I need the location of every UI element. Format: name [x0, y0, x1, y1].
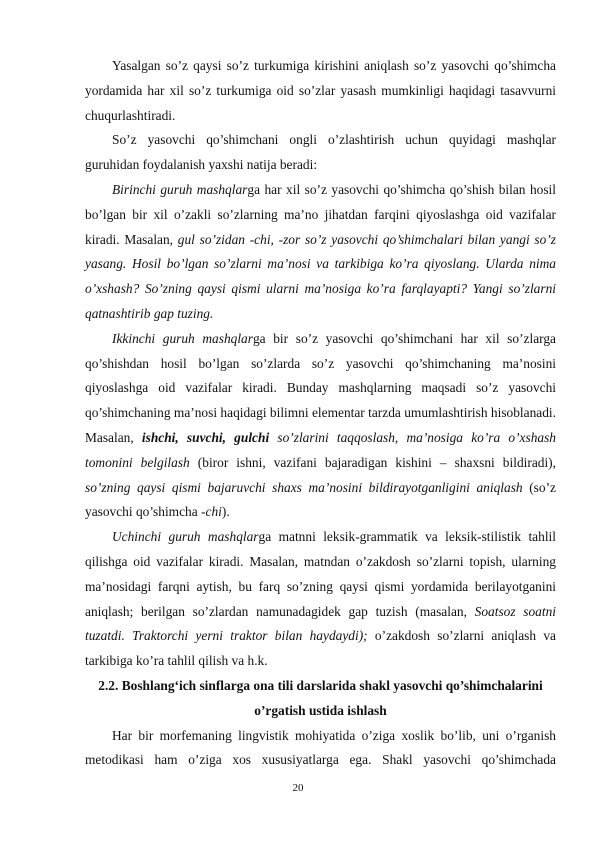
text-run: Yasalgan so’z qaysi so’z turkumiga kirishini aniqlash so’z yasovchi qo’shimcha yordamida har xil so’z turkumiga oid so’zlar yasash mumkinligi haqidagi tasavvurni chuqurlashtiradi.: [85, 58, 556, 123]
paragraph: [85, 128, 556, 178]
text-run: o’zakdosh so’zlarni aniqlash va tarkibiga ko’ra tahlil qilish va h.k.: [85, 628, 556, 669]
text-run: ishchi, suvchi, gulchi: [141, 429, 270, 445]
text-run: Soatsoz soatni tuzatdi. Traktorchi yerni traktor bilan haydaydi);: [85, 603, 556, 644]
body-text: [85, 54, 556, 674]
paragraph: [85, 525, 556, 674]
paragraph: [85, 54, 556, 128]
text-run: so’zning qaysi qismi bajaruvchi shaxs ma’nosini bildirayotganligini aniqlash: [85, 479, 523, 495]
page-number: 20: [292, 782, 304, 794]
text-run: chi: [205, 504, 222, 520]
section-heading: 2.2. Boshlang‘ich sinflarga ona tili darslarida shakl yasovchi qo’shimchalarini o’rgatish ustida ishlash: [98, 677, 543, 718]
text-run: so’zlarini taqqoslash, ma’nosiga ko’ra o’xshash tomonini belgilash: [85, 429, 556, 470]
text-run: ga bir so’z yasovchi qo’shimchani har xil so’zlarga qo’shishdan hosil bo’lgan so’zlarda so’z yasovchi qo’shimchaning ma’nosini qiyoslashga oid vazifalar kiradi. Bunday mashqlarning maqsadi so’z yasovchi qo’shimchaning ma’nosi haqidagi bilimni elementar tarzda umumlashtirish hisoblanadi. Masalan,: [85, 330, 556, 445]
text-run: gul so’zidan -chi, -zor so’z yasovchi qo’shimchalari bilan yangi so’z yasang. Hosil bo’lgan so’zlarni ma’nosi va tarkibiga ko’ra qiyoslang. Ularda nima o’xshash? So’zning qaysi qismi ularni ma’nosiga ko’ra farqlayapti? Yangi so’zlarni qatnashtirib gap tuzing.: [85, 231, 556, 321]
text-run: Uchinchi guruh mashqlar: [112, 529, 259, 545]
text-run: (so’z yasovchi qo’shimcha -: [85, 479, 556, 520]
paragraph: [85, 327, 556, 525]
closing-paragraph: Har bir morfemaning lingvistik mohiyatida o’ziga xoslik bo’lib, uni o’rganish metodikasi ham o’ziga xos xususiyatlarga ega. Shakl yasovchi qo’shimchada: [85, 727, 556, 768]
text-run: ga matnni leksik-grammatik va leksik-stilistik tahlil qilishga oid vazifalar kiradi. Masalan, matndan o’zakdosh so’zlarni topish, ularning ma’nosidagi farqni aytish, bu farq so’zning qaysi qismi yordamida berilayotganini aniqlash; berilgan so’zlardan namunadagidek gap tuzish (masalan,: [85, 529, 556, 619]
text-run: Ikkinchi guruh mashqlar: [112, 330, 253, 346]
text-run: ga har xil so’z yasovchi qo’shimcha qo’shish bilan hosil bo’lgan bir xil o’zakli so’zlarning ma’no jihatdan farqini qiyoslashga oid vazifalar kiradi. Masalan,: [85, 181, 556, 247]
text-run: So’z yasovchi qo’shimchani ongli o’zlashtirish uchun quyidagi mashqlar guruhidan foydalanish yaxshi natija beradi:: [85, 132, 556, 173]
paragraph: [85, 178, 556, 327]
page-body: [85, 54, 556, 773]
text-run: (biror ishni, vazifani bajaradigan kishini – shaxsni bildiradi),: [189, 454, 556, 470]
text-run: Birinchi guruh mashqlar: [112, 181, 248, 197]
text-run: ).: [221, 504, 230, 520]
